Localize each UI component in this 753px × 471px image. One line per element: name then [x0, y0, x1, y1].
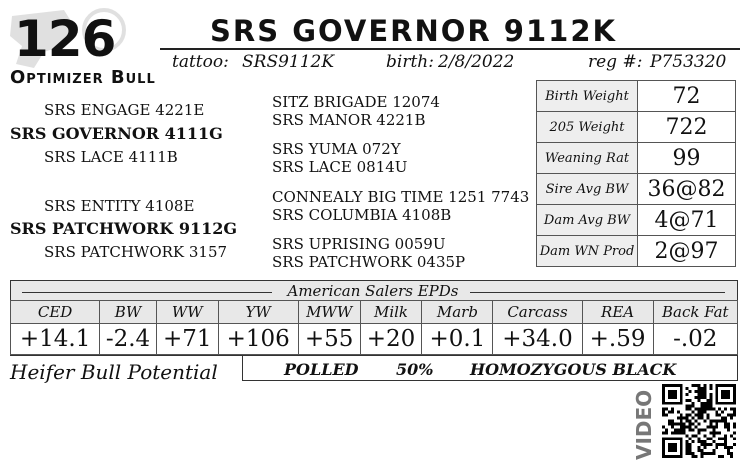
epd-header-row [11, 301, 738, 324]
tattoo-value: SRS9112K [242, 52, 335, 72]
stat-row [537, 81, 736, 112]
stat-value: 4@71 [638, 205, 736, 236]
epd-label: Milk [360, 301, 422, 324]
epd-value: -2.4 [100, 324, 157, 355]
stat-row [537, 236, 736, 267]
stat-label: Birth Weight [537, 81, 638, 112]
trait-percent: 50% [396, 360, 434, 379]
pedigree-g7: SRS UPRISING 0059U [272, 235, 446, 253]
stat-row [537, 205, 736, 236]
lot-number: 126 [14, 10, 116, 68]
epd-value: +55 [298, 324, 360, 355]
epd-label: CED [11, 301, 100, 324]
epd-label: Back Fat [653, 301, 737, 324]
stat-label: Sire Avg BW [537, 174, 638, 205]
trait-polled: POLLED [284, 360, 359, 379]
epd-label: MWW [298, 301, 360, 324]
epd-label: YW [218, 301, 298, 324]
stat-row [537, 143, 736, 174]
pedigree-sire-dam: SRS LACE 4111B [44, 148, 178, 166]
epd-value: +106 [218, 324, 298, 355]
pedigree-dam-sire: SRS ENTITY 4108E [44, 197, 195, 215]
pedigree-dam: SRS PATCHWORK 9112G [10, 219, 238, 238]
subtitle: Optimizer Bull [10, 67, 156, 88]
pedigree-g2: SRS MANOR 4221B [272, 111, 426, 129]
stat-label: Weaning Rat [537, 143, 638, 174]
stat-label: Dam Avg BW [537, 205, 638, 236]
bull-name: SRS GOVERNOR 9112K [210, 14, 617, 48]
video-link[interactable] [632, 388, 656, 462]
epd-value: +.59 [582, 324, 653, 355]
stat-value: 36@82 [638, 174, 736, 205]
epd-label: REA [582, 301, 653, 324]
pedigree-g6: SRS COLUMBIA 4108B [272, 206, 452, 224]
epd-value-row [11, 324, 738, 355]
stat-row [537, 174, 736, 205]
stat-label: Dam WN Prod [537, 236, 638, 267]
epd-value: +20 [360, 324, 422, 355]
tattoo-label: tattoo: [172, 52, 229, 72]
epd-label: WW [156, 301, 218, 324]
epd-label: Marb [422, 301, 493, 324]
reg-value: P753320 [650, 52, 727, 72]
video-label: VIDEO [632, 389, 656, 460]
title-rule [160, 48, 740, 50]
epd-value: +34.0 [493, 324, 582, 355]
pedigree-sire-sire: SRS ENGAGE 4221E [44, 101, 205, 119]
pedigree-dam-dam: SRS PATCHWORK 3157 [44, 243, 228, 261]
stat-value: 99 [638, 143, 736, 174]
birth-value: 2/8/2022 [438, 52, 515, 72]
pedigree-g3: SRS YUMA 072Y [272, 140, 401, 158]
epd-label: BW [100, 301, 157, 324]
trait-homozygous-black: HOMOZYGOUS BLACK [470, 360, 677, 379]
stat-value: 72 [638, 81, 736, 112]
pedigree-g4: SRS LACE 0814U [272, 158, 408, 176]
stat-row [537, 112, 736, 143]
birth-label: birth: [386, 52, 434, 72]
reg-label: reg #: [588, 52, 643, 72]
heifer-bull-potential: Heifer Bull Potential [10, 360, 218, 384]
stat-value: 2@97 [638, 236, 736, 267]
pedigree-g8: SRS PATCHWORK 0435P [272, 253, 466, 271]
pedigree-g1: SITZ BRIGADE 12074 [272, 93, 440, 111]
qr-code-icon[interactable] [662, 384, 736, 458]
epd-value: +0.1 [422, 324, 493, 355]
stat-label: 205 Weight [537, 112, 638, 143]
pedigree-g5: CONNEALY BIG TIME 1251 7743 [272, 188, 530, 206]
epd-table [10, 300, 738, 355]
pedigree-sire: SRS GOVERNOR 4111G [10, 124, 223, 143]
stat-value: 722 [638, 112, 736, 143]
epd-value: -.02 [653, 324, 737, 355]
performance-table [536, 80, 736, 267]
epd-value: +14.1 [11, 324, 100, 355]
epd-label: Carcass [493, 301, 582, 324]
epd-title: American Salers EPDs [287, 282, 459, 300]
epd-value: +71 [156, 324, 218, 355]
